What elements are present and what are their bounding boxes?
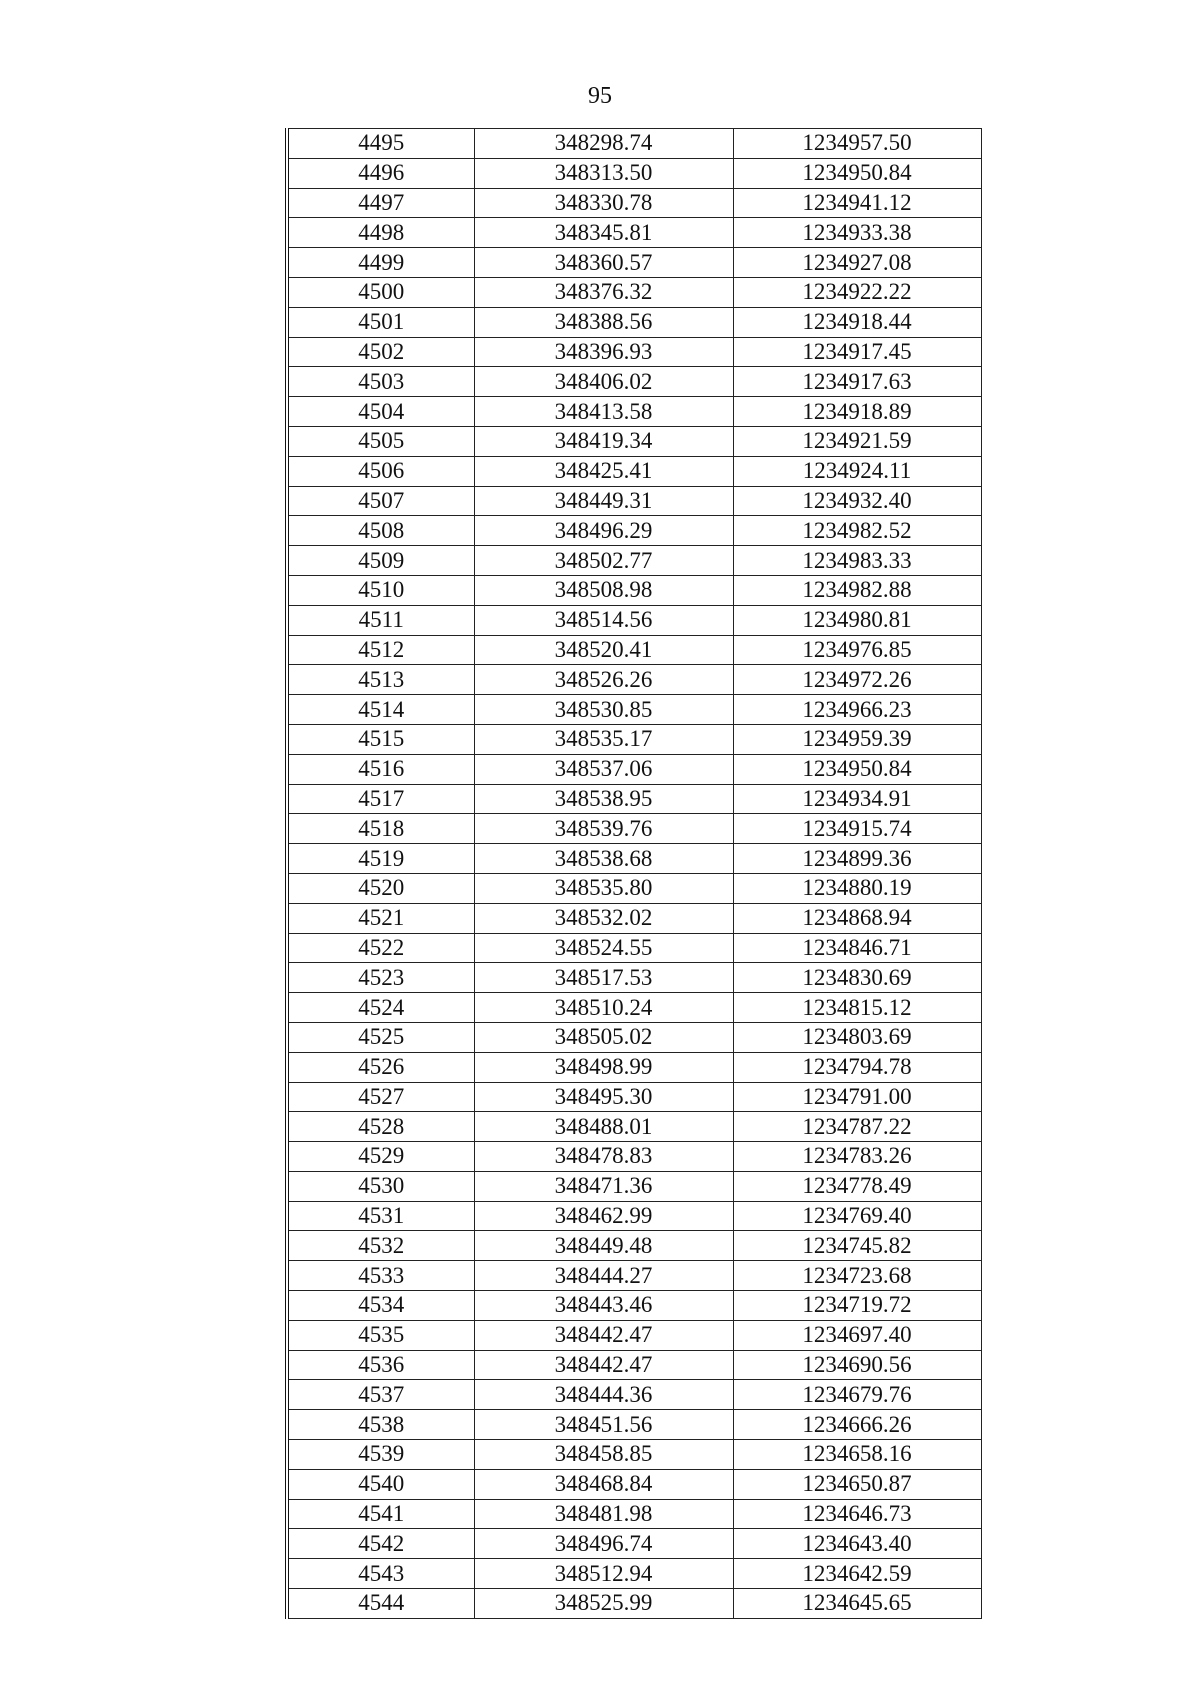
- point-number-cell: 4520: [287, 873, 474, 903]
- x-coordinate-cell: 348538.68: [474, 844, 733, 874]
- x-coordinate-cell: 348360.57: [474, 248, 733, 278]
- y-coordinate-cell: 1234783.26: [733, 1142, 981, 1172]
- table-row: [287, 933, 981, 963]
- table-row: [287, 993, 981, 1023]
- y-coordinate-cell: 1234679.76: [733, 1380, 981, 1410]
- y-coordinate-cell: 1234966.23: [733, 695, 981, 725]
- x-coordinate-cell: 348530.85: [474, 695, 733, 725]
- x-coordinate-cell: 348517.53: [474, 963, 733, 993]
- x-coordinate-cell: 348535.80: [474, 873, 733, 903]
- point-number-cell: 4499: [287, 248, 474, 278]
- y-coordinate-cell: 1234917.45: [733, 337, 981, 367]
- y-coordinate-cell: 1234899.36: [733, 844, 981, 874]
- x-coordinate-cell: 348478.83: [474, 1142, 733, 1172]
- point-number-cell: 4537: [287, 1380, 474, 1410]
- point-number-cell: 4525: [287, 1022, 474, 1052]
- point-number-cell: 4503: [287, 367, 474, 397]
- table-row: [287, 426, 981, 456]
- table-row: [287, 248, 981, 278]
- point-number-cell: 4526: [287, 1052, 474, 1082]
- point-number-cell: 4521: [287, 903, 474, 933]
- y-coordinate-cell: 1234915.74: [733, 814, 981, 844]
- x-coordinate-cell: 348496.74: [474, 1529, 733, 1559]
- point-number-cell: 4522: [287, 933, 474, 963]
- point-number-cell: 4515: [287, 724, 474, 754]
- point-number-cell: 4496: [287, 158, 474, 188]
- y-coordinate-cell: 1234745.82: [733, 1231, 981, 1261]
- table-row: [287, 1201, 981, 1231]
- table-row: [287, 1142, 981, 1172]
- table-row: [287, 1469, 981, 1499]
- y-coordinate-cell: 1234794.78: [733, 1052, 981, 1082]
- table-row: [287, 784, 981, 814]
- y-coordinate-cell: 1234646.73: [733, 1499, 981, 1529]
- x-coordinate-cell: 348396.93: [474, 337, 733, 367]
- table-row: [287, 129, 981, 159]
- x-coordinate-cell: 348388.56: [474, 307, 733, 337]
- y-coordinate-cell: 1234880.19: [733, 873, 981, 903]
- x-coordinate-cell: 348496.29: [474, 516, 733, 546]
- table-row: [287, 516, 981, 546]
- y-coordinate-cell: 1234666.26: [733, 1410, 981, 1440]
- x-coordinate-cell: 348413.58: [474, 397, 733, 427]
- y-coordinate-cell: 1234924.11: [733, 456, 981, 486]
- point-number-cell: 4527: [287, 1082, 474, 1112]
- table-row: [287, 1529, 981, 1559]
- point-number-cell: 4501: [287, 307, 474, 337]
- table-row: [287, 873, 981, 903]
- x-coordinate-cell: 348512.94: [474, 1559, 733, 1589]
- x-coordinate-cell: 348330.78: [474, 188, 733, 218]
- y-coordinate-cell: 1234778.49: [733, 1171, 981, 1201]
- table-row: [287, 397, 981, 427]
- point-number-cell: 4523: [287, 963, 474, 993]
- x-coordinate-cell: 348345.81: [474, 218, 733, 248]
- table-row: [287, 1350, 981, 1380]
- point-number-cell: 4504: [287, 397, 474, 427]
- point-number-cell: 4514: [287, 695, 474, 725]
- x-coordinate-cell: 348535.17: [474, 724, 733, 754]
- x-coordinate-cell: 348471.36: [474, 1171, 733, 1201]
- x-coordinate-cell: 348451.56: [474, 1410, 733, 1440]
- point-number-cell: 4542: [287, 1529, 474, 1559]
- y-coordinate-cell: 1234959.39: [733, 724, 981, 754]
- x-coordinate-cell: 348495.30: [474, 1082, 733, 1112]
- table-row: [287, 1171, 981, 1201]
- table-row: [287, 1261, 981, 1291]
- x-coordinate-cell: 348539.76: [474, 814, 733, 844]
- y-coordinate-cell: 1234918.44: [733, 307, 981, 337]
- x-coordinate-cell: 348313.50: [474, 158, 733, 188]
- point-number-cell: 4507: [287, 486, 474, 516]
- y-coordinate-cell: 1234697.40: [733, 1320, 981, 1350]
- y-coordinate-cell: 1234642.59: [733, 1559, 981, 1589]
- y-coordinate-cell: 1234815.12: [733, 993, 981, 1023]
- table-row: [287, 1589, 981, 1619]
- x-coordinate-cell: 348502.77: [474, 546, 733, 576]
- x-coordinate-cell: 348481.98: [474, 1499, 733, 1529]
- point-number-cell: 4534: [287, 1291, 474, 1321]
- x-coordinate-cell: 348525.99: [474, 1589, 733, 1619]
- point-number-cell: 4530: [287, 1171, 474, 1201]
- table-row: [287, 963, 981, 993]
- table-row: [287, 1291, 981, 1321]
- point-number-cell: 4500: [287, 277, 474, 307]
- table-row: [287, 1112, 981, 1142]
- y-coordinate-cell: 1234846.71: [733, 933, 981, 963]
- point-number-cell: 4532: [287, 1231, 474, 1261]
- point-number-cell: 4498: [287, 218, 474, 248]
- table-row: [287, 337, 981, 367]
- y-coordinate-cell: 1234645.65: [733, 1589, 981, 1619]
- x-coordinate-cell: 348449.48: [474, 1231, 733, 1261]
- point-number-cell: 4535: [287, 1320, 474, 1350]
- table-row: [287, 575, 981, 605]
- table-row: [287, 546, 981, 576]
- y-coordinate-cell: 1234658.16: [733, 1440, 981, 1470]
- table-row: [287, 754, 981, 784]
- y-coordinate-cell: 1234922.22: [733, 277, 981, 307]
- table-row: [287, 307, 981, 337]
- table-row: [287, 635, 981, 665]
- x-coordinate-cell: 348425.41: [474, 456, 733, 486]
- x-coordinate-cell: 348520.41: [474, 635, 733, 665]
- point-number-cell: 4539: [287, 1440, 474, 1470]
- table-row: [287, 724, 981, 754]
- x-coordinate-cell: 348508.98: [474, 575, 733, 605]
- y-coordinate-cell: 1234976.85: [733, 635, 981, 665]
- y-coordinate-cell: 1234868.94: [733, 903, 981, 933]
- table-row: [287, 1052, 981, 1082]
- table-row: [287, 277, 981, 307]
- y-coordinate-cell: 1234933.38: [733, 218, 981, 248]
- x-coordinate-cell: 348458.85: [474, 1440, 733, 1470]
- table-row: [287, 1022, 981, 1052]
- x-coordinate-cell: 348524.55: [474, 933, 733, 963]
- point-number-cell: 4524: [287, 993, 474, 1023]
- x-coordinate-cell: 348526.26: [474, 665, 733, 695]
- x-coordinate-cell: 348406.02: [474, 367, 733, 397]
- table-row: [287, 367, 981, 397]
- x-coordinate-cell: 348442.47: [474, 1350, 733, 1380]
- y-coordinate-cell: 1234690.56: [733, 1350, 981, 1380]
- point-number-cell: 4540: [287, 1469, 474, 1499]
- table-row: [287, 695, 981, 725]
- table-row: [287, 844, 981, 874]
- point-number-cell: 4497: [287, 188, 474, 218]
- x-coordinate-cell: 348443.46: [474, 1291, 733, 1321]
- y-coordinate-cell: 1234932.40: [733, 486, 981, 516]
- x-coordinate-cell: 348514.56: [474, 605, 733, 635]
- table-row: [287, 1231, 981, 1261]
- point-number-cell: 4543: [287, 1559, 474, 1589]
- y-coordinate-cell: 1234934.91: [733, 784, 981, 814]
- y-coordinate-cell: 1234787.22: [733, 1112, 981, 1142]
- table-row: [287, 814, 981, 844]
- y-coordinate-cell: 1234769.40: [733, 1201, 981, 1231]
- table-row: [287, 1499, 981, 1529]
- y-coordinate-cell: 1234980.81: [733, 605, 981, 635]
- point-number-cell: 4506: [287, 456, 474, 486]
- point-number-cell: 4517: [287, 784, 474, 814]
- x-coordinate-cell: 348419.34: [474, 426, 733, 456]
- table-row: [287, 158, 981, 188]
- x-coordinate-cell: 348488.01: [474, 1112, 733, 1142]
- point-number-cell: 4511: [287, 605, 474, 635]
- point-number-cell: 4531: [287, 1201, 474, 1231]
- coordinates-table-body: [287, 129, 981, 1619]
- y-coordinate-cell: 1234950.84: [733, 158, 981, 188]
- x-coordinate-cell: 348532.02: [474, 903, 733, 933]
- point-number-cell: 4519: [287, 844, 474, 874]
- table-row: [287, 1380, 981, 1410]
- y-coordinate-cell: 1234918.89: [733, 397, 981, 427]
- point-number-cell: 4513: [287, 665, 474, 695]
- x-coordinate-cell: 348538.95: [474, 784, 733, 814]
- x-coordinate-cell: 348468.84: [474, 1469, 733, 1499]
- y-coordinate-cell: 1234921.59: [733, 426, 981, 456]
- table-row: [287, 605, 981, 635]
- table-row: [287, 1559, 981, 1589]
- x-coordinate-cell: 348298.74: [474, 129, 733, 159]
- point-number-cell: 4512: [287, 635, 474, 665]
- table-row: [287, 1082, 981, 1112]
- y-coordinate-cell: 1234957.50: [733, 129, 981, 159]
- y-coordinate-cell: 1234950.84: [733, 754, 981, 784]
- point-number-cell: 4502: [287, 337, 474, 367]
- x-coordinate-cell: 348510.24: [474, 993, 733, 1023]
- y-coordinate-cell: 1234983.33: [733, 546, 981, 576]
- y-coordinate-cell: 1234791.00: [733, 1082, 981, 1112]
- coordinates-table: [285, 128, 982, 1619]
- x-coordinate-cell: 348449.31: [474, 486, 733, 516]
- x-coordinate-cell: 348444.36: [474, 1380, 733, 1410]
- point-number-cell: 4516: [287, 754, 474, 784]
- y-coordinate-cell: 1234723.68: [733, 1261, 981, 1291]
- table-row: [287, 218, 981, 248]
- point-number-cell: 4544: [287, 1589, 474, 1619]
- point-number-cell: 4508: [287, 516, 474, 546]
- table-row: [287, 456, 981, 486]
- point-number-cell: 4533: [287, 1261, 474, 1291]
- y-coordinate-cell: 1234643.40: [733, 1529, 981, 1559]
- table-row: [287, 665, 981, 695]
- x-coordinate-cell: 348442.47: [474, 1320, 733, 1350]
- x-coordinate-cell: 348462.99: [474, 1201, 733, 1231]
- y-coordinate-cell: 1234830.69: [733, 963, 981, 993]
- x-coordinate-cell: 348505.02: [474, 1022, 733, 1052]
- x-coordinate-cell: 348376.32: [474, 277, 733, 307]
- table-row: [287, 486, 981, 516]
- table-row: [287, 188, 981, 218]
- y-coordinate-cell: 1234917.63: [733, 367, 981, 397]
- y-coordinate-cell: 1234941.12: [733, 188, 981, 218]
- x-coordinate-cell: 348444.27: [474, 1261, 733, 1291]
- table-row: [287, 1440, 981, 1470]
- point-number-cell: 4529: [287, 1142, 474, 1172]
- table-row: [287, 903, 981, 933]
- y-coordinate-cell: 1234927.08: [733, 248, 981, 278]
- table-row: [287, 1320, 981, 1350]
- point-number-cell: 4509: [287, 546, 474, 576]
- y-coordinate-cell: 1234982.88: [733, 575, 981, 605]
- y-coordinate-cell: 1234972.26: [733, 665, 981, 695]
- y-coordinate-cell: 1234982.52: [733, 516, 981, 546]
- point-number-cell: 4510: [287, 575, 474, 605]
- y-coordinate-cell: 1234650.87: [733, 1469, 981, 1499]
- point-number-cell: 4518: [287, 814, 474, 844]
- point-number-cell: 4495: [287, 129, 474, 159]
- point-number-cell: 4505: [287, 426, 474, 456]
- y-coordinate-cell: 1234719.72: [733, 1291, 981, 1321]
- x-coordinate-cell: 348498.99: [474, 1052, 733, 1082]
- page-number: 95: [588, 83, 612, 109]
- table-row: [287, 1410, 981, 1440]
- point-number-cell: 4541: [287, 1499, 474, 1529]
- point-number-cell: 4536: [287, 1350, 474, 1380]
- x-coordinate-cell: 348537.06: [474, 754, 733, 784]
- y-coordinate-cell: 1234803.69: [733, 1022, 981, 1052]
- point-number-cell: 4538: [287, 1410, 474, 1440]
- point-number-cell: 4528: [287, 1112, 474, 1142]
